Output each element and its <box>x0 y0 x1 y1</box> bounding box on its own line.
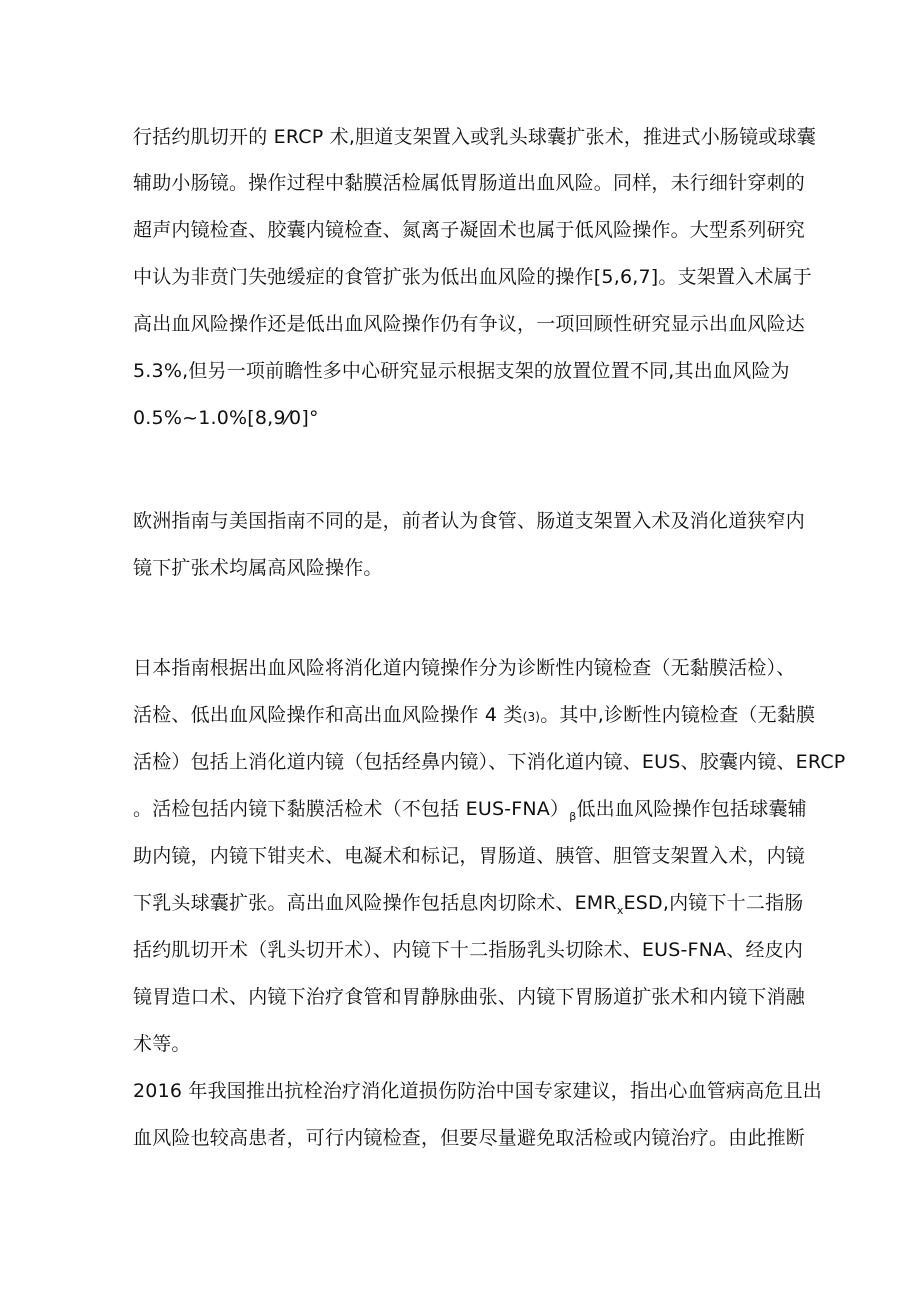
text-span: 下乳头球囊扩张。高出血风险操作包括息肉切除术、EMR <box>133 892 617 914</box>
text-line: 血风险也较高患者，可行内镜检查，但要尽量避免取活检或内镜治疗。由此推断 <box>133 1127 806 1149</box>
text-line: 术等。 <box>133 1033 191 1055</box>
text-line: 欧洲指南与美国指南不同的是，前者认为食管、肠道支架置入术及消化道狭窄内 <box>133 510 806 532</box>
text-line: 行括约肌切开的 ERCP 术,胆道支架置入或乳头球囊扩张术，推进式小肠镜或球囊 <box>133 126 816 148</box>
subscript-marker: β <box>569 810 577 823</box>
text-line <box>133 703 815 729</box>
text-span: 。活检包括内镜下黏膜活检术（不包括 EUS-FNA） <box>133 798 570 820</box>
text-line: 镜胃造口术、内镜下治疗食管和胃静脉曲张、内镜下胃肠道扩张术和内镜下消融 <box>133 986 806 1008</box>
text-line: 活检）包括上消化道内镜（包括经鼻内镜）、下消化道内镜、EUS、胶囊内镜、ERCP <box>133 751 846 773</box>
citation-marker: (3) <box>522 710 541 724</box>
text-line: 超声内镜检查、胶囊内镜检查、氮离子凝固术也属于低风险操作。大型系列研究 <box>133 219 806 241</box>
text-line: 辅助小肠镜。操作过程中黏膜活检属低胃肠道出血风险。同样，未行细针穿刺的 <box>133 172 806 194</box>
text-span: 低出血风险操作包括球囊辅 <box>576 798 807 820</box>
text-line: 5.3%,但另一项前瞻性多中心研究显示根据支架的放置位置不同,其出血风险为 <box>133 360 790 382</box>
text-line <box>133 797 807 829</box>
text-line: 镜下扩张术均属高风险操作。 <box>133 557 383 579</box>
text-line: 中认为非贲门失弛缓症的食管扩张为低出血风险的操作[5,6,7]。支架置入术属于 <box>133 266 812 288</box>
text-line <box>133 891 803 923</box>
text-span: 活检、低出血风险操作和高出血风险操作 4 类 <box>133 704 523 726</box>
text-line: 2016 年我国推出抗栓治疗消化道损伤防治中国专家建议，指出心血管病高危且出 <box>133 1080 822 1102</box>
text-line: 日本指南根据出血风险将消化道内镜操作分为诊断性内镜检查（无黏膜活检）、 <box>133 657 796 679</box>
text-line: 助内镜，内镜下钳夹术、电凝术和标记，胃肠道、胰管、胆管支架置入术，内镜 <box>133 845 806 867</box>
text-line: 高出血风险操作还是低出血风险操作仍有争议，一项回顾性研究显示出血风险达 <box>133 313 806 335</box>
text-line: 括约肌切开术（乳头切开术）、内镜下十二指肠乳头切除术、EUS-FNA、经皮内 <box>133 939 804 961</box>
text-span: ESD,内镜下十二指肠 <box>623 892 804 914</box>
text-line: 0.5%~1.0%[8,9⁄0]° <box>133 407 319 429</box>
text-span: 。其中,诊断性内镜检查（无黏膜 <box>540 704 816 726</box>
subscript-marker: x <box>616 904 624 917</box>
